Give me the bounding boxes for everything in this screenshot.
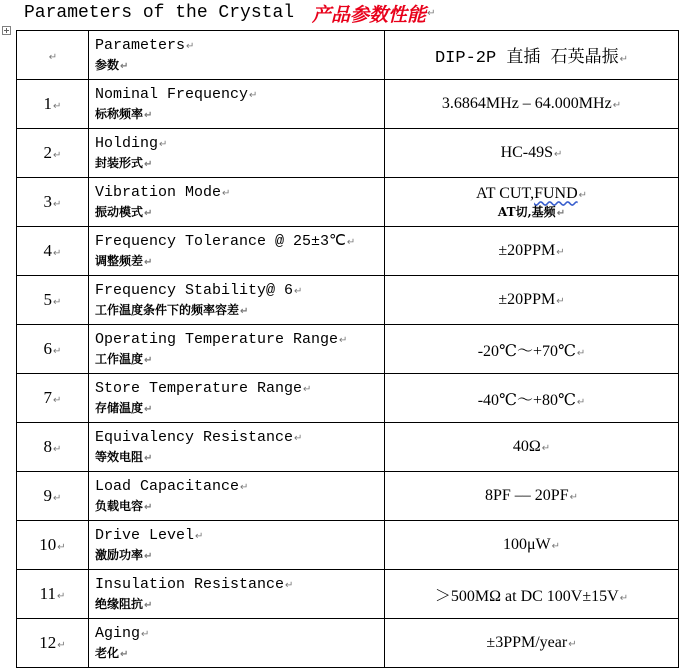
parameter-value: AT CUT, bbox=[475, 184, 535, 202]
table-row bbox=[17, 227, 679, 276]
paragraph-mark-icon: ↵ bbox=[144, 452, 153, 464]
row-number-cell bbox=[17, 521, 89, 570]
parameter-value: ±20PPM bbox=[498, 242, 556, 259]
parameter-cell bbox=[89, 374, 385, 423]
parameter-name-en: Store Temperature Range↵ bbox=[95, 379, 312, 397]
paragraph-mark-icon: ↵ bbox=[53, 493, 62, 504]
value-cell bbox=[385, 423, 679, 472]
paragraph-mark-icon: ↵ bbox=[53, 346, 62, 357]
row-number-cell bbox=[17, 129, 89, 178]
row-number-cell bbox=[17, 178, 89, 227]
paragraph-mark-icon: ↵ bbox=[576, 347, 586, 359]
row-number-cell bbox=[17, 80, 89, 129]
value-cell bbox=[385, 227, 679, 276]
value-cell bbox=[385, 276, 679, 325]
value-cell bbox=[385, 80, 679, 129]
paragraph-mark-icon: ↵ bbox=[285, 579, 294, 591]
paragraph-mark-icon: ↵ bbox=[186, 40, 195, 52]
paragraph-mark-icon: ↵ bbox=[144, 354, 153, 366]
row-number: 2 bbox=[43, 143, 53, 162]
paragraph-mark-icon: ↵ bbox=[57, 640, 66, 651]
row-number: 5 bbox=[43, 290, 53, 309]
parameter-value: 3.6864MHz – 64.000MHz bbox=[441, 95, 612, 112]
row-number: 6 bbox=[43, 339, 53, 358]
table-row bbox=[17, 276, 679, 325]
table-move-handle-icon[interactable] bbox=[2, 26, 11, 35]
value-cell bbox=[385, 129, 679, 178]
paragraph-mark-icon: ↵ bbox=[120, 60, 129, 72]
paragraph-mark-icon: ↵ bbox=[551, 541, 561, 552]
parameter-name-en: Holding↵ bbox=[95, 134, 168, 152]
table-row bbox=[17, 521, 679, 570]
parameter-name-cn: 绝缘阻抗↵ bbox=[95, 596, 153, 611]
table-row bbox=[17, 472, 679, 521]
value-line bbox=[385, 185, 678, 203]
value-cell bbox=[385, 325, 679, 374]
parameter-value: -20℃～+70℃ bbox=[477, 342, 576, 360]
paragraph-mark-icon: ↵ bbox=[53, 444, 62, 455]
row-number: 8 bbox=[43, 437, 53, 456]
parameter-cell bbox=[89, 423, 385, 472]
paragraph-mark-icon: ↵ bbox=[144, 158, 153, 170]
parameter-cell bbox=[89, 80, 385, 129]
row-number: 7 bbox=[43, 388, 53, 407]
row-number-cell bbox=[17, 570, 89, 619]
parameter-value: ＞500MΩ at DC 100V±15V bbox=[434, 587, 619, 605]
row-number-cell bbox=[17, 374, 89, 423]
paragraph-mark-icon: ↵ bbox=[144, 403, 153, 415]
paragraph-mark-icon: ↵ bbox=[53, 297, 62, 308]
paragraph-mark-icon: ↵ bbox=[556, 247, 565, 258]
parameter-name-en: Nominal Frequency↵ bbox=[95, 85, 258, 103]
parameter-value-spellcheck: FUND bbox=[534, 184, 578, 202]
parameter-cell bbox=[89, 325, 385, 374]
parameter-value-sub: AT切,基频↵ bbox=[497, 204, 566, 219]
parameter-name-cn: 激励功率↵ bbox=[95, 547, 153, 562]
paragraph-mark-icon: ↵ bbox=[144, 207, 153, 219]
parameter-name-en: Drive Level↵ bbox=[95, 526, 204, 544]
table-row bbox=[17, 619, 679, 668]
parameter-name-cn: 负载电容↵ bbox=[95, 498, 153, 513]
paragraph-mark-icon: ↵ bbox=[346, 236, 356, 248]
paragraph-mark-icon: ↵ bbox=[195, 530, 204, 542]
paragraph-mark-icon: ↵ bbox=[556, 296, 565, 307]
paragraph-mark-icon: ↵ bbox=[141, 628, 150, 640]
parameter-value: HC-49S bbox=[500, 144, 554, 161]
paragraph-mark-icon: ↵ bbox=[53, 150, 62, 161]
paragraph-mark-icon: ↵ bbox=[57, 542, 66, 553]
table-row bbox=[17, 178, 679, 227]
paragraph-mark-icon: ↵ bbox=[578, 189, 588, 201]
row-number-cell bbox=[17, 276, 89, 325]
parameters-table bbox=[16, 30, 679, 668]
row-number: 9 bbox=[43, 486, 53, 505]
parameter-cell bbox=[89, 129, 385, 178]
row-number: 10 bbox=[39, 535, 57, 554]
paragraph-mark-icon: ↵ bbox=[339, 334, 348, 346]
table-row bbox=[17, 129, 679, 178]
parameter-value: 8PF –– 20PF bbox=[485, 487, 569, 504]
table-row bbox=[17, 570, 679, 619]
parameter-value: ±20PPM bbox=[498, 291, 556, 308]
parameter-name-en: Frequency Tolerance @ 25±3℃↵ bbox=[95, 232, 356, 250]
paragraph-mark-icon: ↵ bbox=[568, 639, 577, 650]
table-row bbox=[17, 423, 679, 472]
parameter-name-en: Aging↵ bbox=[95, 624, 150, 642]
table-row bbox=[17, 325, 679, 374]
parameter-cell bbox=[89, 276, 385, 325]
row-number: 11 bbox=[39, 584, 56, 603]
row-number-cell bbox=[17, 472, 89, 521]
paragraph-mark-icon: ↵ bbox=[53, 199, 62, 210]
value-cell bbox=[385, 619, 679, 668]
parameter-name-en: Load Capacitance↵ bbox=[95, 477, 249, 495]
value-cell bbox=[385, 570, 679, 619]
parameter-name-cn: 工作温度↵ bbox=[95, 351, 153, 366]
title-english: Parameters of the Crystal bbox=[24, 3, 295, 23]
row-number-cell bbox=[17, 325, 89, 374]
parameter-name-en: Vibration Mode↵ bbox=[95, 183, 231, 201]
paragraph-mark-icon: ↵ bbox=[240, 481, 249, 493]
header-value-cell bbox=[385, 31, 679, 80]
parameter-name-cn: 工作温度条件下的频率容差↵ bbox=[95, 302, 249, 317]
parameter-cell bbox=[89, 227, 385, 276]
value-cell bbox=[385, 521, 679, 570]
parameter-name-en: Insulation Resistance↵ bbox=[95, 575, 294, 593]
parameter-name-cn: 调整频差↵ bbox=[95, 253, 153, 268]
document-title bbox=[24, 0, 435, 26]
row-number: 12 bbox=[39, 633, 57, 652]
table-row bbox=[17, 80, 679, 129]
title-chinese: 产品参数性能 bbox=[312, 3, 427, 26]
paragraph-mark-icon: ↵ bbox=[249, 89, 258, 101]
paragraph-mark-icon: ↵ bbox=[144, 501, 153, 513]
parameter-name-cn: 标称频率↵ bbox=[95, 106, 153, 121]
paragraph-mark-icon: ↵ bbox=[56, 591, 66, 602]
parameter-name-cn: 老化↵ bbox=[95, 645, 129, 660]
parameter-name-cn: 封装形式↵ bbox=[95, 155, 153, 170]
header-param-cn: 参数↵ bbox=[95, 57, 129, 72]
paragraph-mark-icon: ↵ bbox=[240, 305, 249, 317]
header-value: DIP-2P 直插 石英晶振 bbox=[434, 49, 619, 68]
table-header-row bbox=[17, 31, 679, 80]
parameter-name-cn: 等效电阻↵ bbox=[95, 449, 153, 464]
paragraph-mark-icon: ↵ bbox=[556, 207, 566, 219]
row-number: 3 bbox=[43, 192, 53, 211]
paragraph-mark-icon: ↵ bbox=[554, 149, 563, 160]
paragraph-mark-icon: ↵ bbox=[294, 285, 303, 297]
paragraph-mark-icon: ↵ bbox=[144, 599, 153, 611]
paragraph-mark-icon: ↵ bbox=[427, 7, 436, 19]
row-number-cell bbox=[17, 227, 89, 276]
paragraph-mark-icon: ↵ bbox=[222, 187, 231, 199]
parameter-name-en: Operating Temperature Range↵ bbox=[95, 330, 348, 348]
parameter-cell bbox=[89, 472, 385, 521]
paragraph-mark-icon: ↵ bbox=[541, 443, 551, 454]
row-number: 4 bbox=[43, 241, 53, 260]
paragraph-mark-icon: ↵ bbox=[53, 101, 62, 112]
parameter-name-en: Frequency Stability@ 6↵ bbox=[95, 281, 303, 299]
paragraph-mark-icon: ↵ bbox=[576, 396, 586, 408]
parameter-cell bbox=[89, 521, 385, 570]
parameter-cell bbox=[89, 570, 385, 619]
paragraph-mark-icon: ↵ bbox=[53, 248, 62, 259]
paragraph-mark-icon: ↵ bbox=[294, 432, 303, 444]
table-row bbox=[17, 374, 679, 423]
paragraph-mark-icon: ↵ bbox=[48, 52, 58, 63]
parameter-value: 40Ω bbox=[512, 438, 541, 455]
paragraph-mark-icon: ↵ bbox=[53, 395, 62, 406]
value-cell bbox=[385, 472, 679, 521]
parameter-name-cn: 存储温度↵ bbox=[95, 400, 153, 415]
paragraph-mark-icon: ↵ bbox=[303, 383, 312, 395]
parameter-value: -40℃～+80℃ bbox=[477, 391, 576, 409]
row-number: 1 bbox=[43, 94, 53, 113]
header-param-en: Parameters↵ bbox=[95, 36, 195, 54]
paragraph-mark-icon: ↵ bbox=[144, 550, 153, 562]
header-param-cell bbox=[89, 31, 385, 80]
row-number-cell bbox=[17, 423, 89, 472]
parameter-cell bbox=[89, 178, 385, 227]
parameter-name-cn: 振动模式↵ bbox=[95, 204, 153, 219]
value-cell bbox=[385, 178, 679, 227]
paragraph-mark-icon: ↵ bbox=[120, 648, 129, 660]
parameter-name-en: Equivalency Resistance↵ bbox=[95, 428, 303, 446]
value-cell bbox=[385, 374, 679, 423]
paragraph-mark-icon: ↵ bbox=[619, 54, 628, 65]
paragraph-mark-icon: ↵ bbox=[159, 138, 168, 150]
paragraph-mark-icon: ↵ bbox=[144, 256, 153, 268]
parameter-value: ±3PPM/year bbox=[486, 634, 568, 651]
paragraph-mark-icon: ↵ bbox=[144, 109, 153, 121]
header-no-cell bbox=[17, 31, 89, 80]
row-number-cell bbox=[17, 619, 89, 668]
parameter-cell bbox=[89, 619, 385, 668]
paragraph-mark-icon: ↵ bbox=[569, 492, 578, 503]
parameter-value: 100μW bbox=[502, 536, 551, 553]
paragraph-mark-icon: ↵ bbox=[619, 592, 629, 604]
paragraph-mark-icon: ↵ bbox=[612, 100, 622, 111]
